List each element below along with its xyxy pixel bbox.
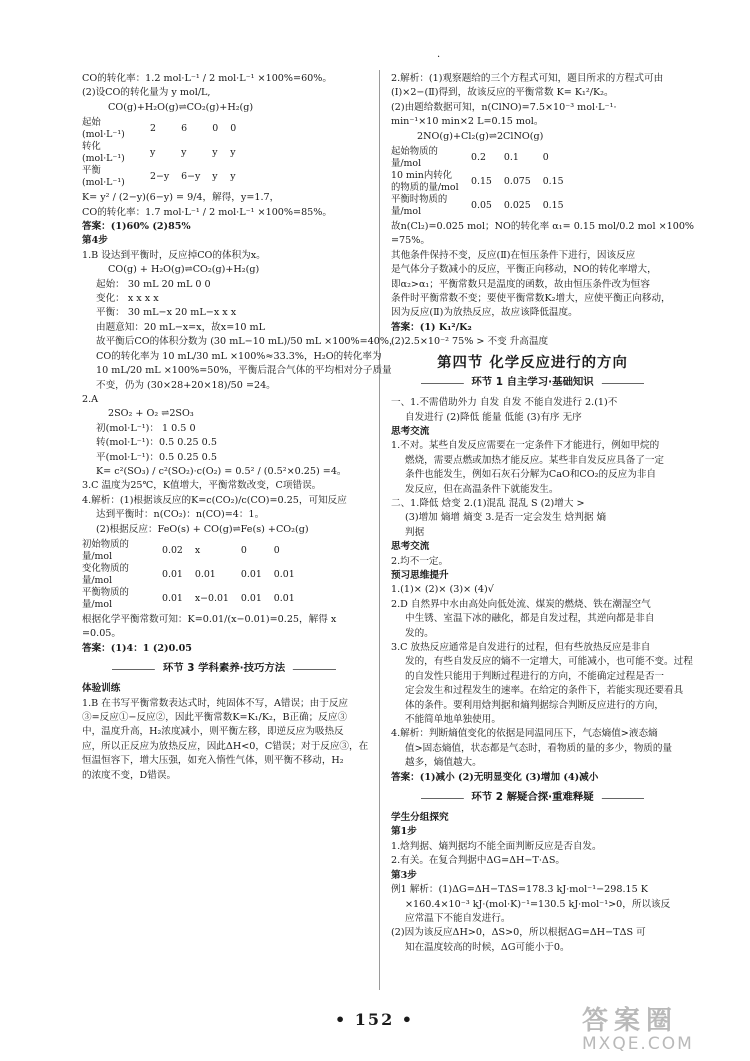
equilibrium-table-3 <box>391 146 570 218</box>
text-line: (2)2.5×10⁻² 75% > 不变 升高温度 <box>391 336 549 348</box>
text-line: 2.解析：(1)观察题给的三个方程式可知，题目所求的方程式可由 <box>391 73 664 84</box>
row-label: 平衡 (mol·L⁻¹) <box>82 165 125 189</box>
text-line: 由题意知：20 mL−x=x，故x=10 mL <box>96 321 265 333</box>
text-line: 中生锈、室温下冰的融化，都是自发过程，其逆向都是非自 <box>405 613 655 625</box>
text-line: 一、1.不需借助外力 自发 自发 不能自发进行 2.(1)不 <box>391 397 618 409</box>
text-line: (2)设CO的转化量为 y mol/L, <box>82 87 211 99</box>
subheading: 思考交流 <box>391 425 430 437</box>
text-line: 变化： x x x x <box>96 293 159 305</box>
text-line: ③=反应①−反应②，因此平衡常数K=K₁/K₂，B正确；反应③ <box>82 712 348 723</box>
watermark-logo <box>582 1000 742 1056</box>
step-heading: 第4步 <box>82 235 108 247</box>
table-cell: y <box>150 147 156 159</box>
text-line: 体的条件。要利用焓判据和熵判据综合判断反应进行的方向， <box>405 699 665 711</box>
table-cell: 0.01 <box>194 568 216 580</box>
text-line: 的浓度不变，D错误。 <box>82 769 177 781</box>
text-line: 判据 <box>405 526 425 538</box>
equation-line: 2NO(g)+Cl₂(g)⇌2ClNO(g) <box>417 130 544 142</box>
text-line: 10 mL/20 mL ×100%=50%，平衡后混合气体的平均相对分子质量 <box>96 365 392 377</box>
text-line: 平衡： 30 mL−x 20 mL−x x x <box>96 307 237 319</box>
row-label: 初始物质的量/mol <box>82 538 129 562</box>
text-line: 例1 解析：(1)ΔG=ΔH−TΔS=178.3 kJ·mol⁻¹−298.15 K <box>391 884 648 896</box>
text-line: 自发进行 (2)降低 能量 低能 (3)有序 无序 <box>405 411 582 423</box>
table-cell: 0.2 <box>471 151 486 163</box>
right-column <box>391 72 695 955</box>
text-line: 应，所以正反应为放热反应，因此ΔH<0，C错误；对于反应③，在 <box>82 740 369 752</box>
table-cell: 2 <box>150 123 156 135</box>
table-cell: 0.01 <box>240 568 262 580</box>
table-row <box>391 146 570 170</box>
text-line: min⁻¹×10 min×2 L=0.15 mol。 <box>391 116 544 128</box>
column-divider <box>379 70 380 990</box>
equation-line: (2)根据反应：FeO(s) + CO(g)⇌Fe(s) +CO₂(g) <box>96 523 309 535</box>
table-cell: x <box>194 544 201 556</box>
text-line: 值>固态熵值，状态都是气态时，看物质的量的多少，物质的量 <box>405 742 673 754</box>
table-row <box>391 170 570 194</box>
table-cell: 0.15 <box>471 175 492 187</box>
text-line: 因为反应(Ⅱ)为放热反应，故应该降低温度。 <box>391 307 578 319</box>
top-dot: · <box>437 52 441 63</box>
text-line: 燃烧，需要点燃或加热才能反应。某些非自发反应具备了一定 <box>405 454 665 466</box>
text-line: CO的转化率：1.2 mol·L⁻¹ / 2 mol·L⁻¹ ×100%=60%。 <box>82 73 332 84</box>
row-label: 转化 (mol·L⁻¹) <box>82 141 125 165</box>
text-line: 发的，有些自发反应的熵不一定增大，可能减小，也可能不变。过程 <box>405 656 693 668</box>
table-cell: y <box>181 147 187 159</box>
table-row <box>82 563 301 587</box>
table-cell: 6 <box>181 123 188 135</box>
table-cell: 2−y <box>150 171 170 183</box>
equation-line: 2SO₂ + O₂ ⇌2SO₃ <box>108 408 194 420</box>
text-line: 是气体分子数减小的反应，平衡正向移动，NO的转化率增大， <box>391 264 657 276</box>
text-line: 2.有关。在复合判据中ΔG=ΔH−T·ΔS。 <box>391 855 566 867</box>
text-line: 1.不对。某些自发反应需要在一定条件下才能进行，例如甲烷的 <box>391 440 660 452</box>
text-line: (2)由题给数据可知，n(ClNO)=7.5×10⁻³ mol·L⁻¹· <box>391 101 617 113</box>
table-row <box>82 539 301 563</box>
step-heading: 第3步 <box>391 869 417 881</box>
text-line: =0.05。 <box>82 628 121 640</box>
text-line: CO的转化率为 10 mL/30 mL ×100%≈33.3%，H₂O的转化率为 <box>96 350 382 362</box>
text-line: =75%。 <box>391 235 430 247</box>
text-line: 发的。 <box>405 627 434 639</box>
table-row <box>82 141 242 165</box>
row-label: 起始 (mol·L⁻¹) <box>82 117 125 141</box>
text-line: 1.B 在书写平衡常数表达式时，纯固体不写，A错误；由于反应 <box>82 697 349 709</box>
table-cell: 0.15 <box>542 199 564 211</box>
row-label: 平衡物质的量/mol <box>82 586 129 610</box>
answer-line: 答案：(1) K₁²/K₂ <box>391 321 472 333</box>
text-line: 越多，熵值越大。 <box>405 757 482 769</box>
text-line: 2.A <box>82 393 99 405</box>
row-label: 平衡时物质的量/mol <box>391 194 448 218</box>
text-line: 1.(1)× (2)× (3)× (4)√ <box>391 584 494 596</box>
table-row <box>391 194 570 218</box>
row-label: 变化物质的量/mol <box>82 562 129 586</box>
table-cell: 0.15 <box>542 175 564 187</box>
text-line: (Ⅰ)×2−(Ⅱ)得到，故该反应的平衡常数 K= K₁²/K₂。 <box>391 87 614 99</box>
text-line: K= c²(SO₃) / c²(SO₂)·c(O₂) = 0.5² / (0.5²×0.25) =4。 <box>96 465 347 477</box>
text-line: ×160.4×10⁻³ kJ·(mol·K)⁻¹=130.5 kJ·mol⁻¹>0，所以该反 <box>405 898 671 910</box>
text-line: 转(mol·L⁻¹)：0.5 0.25 0.5 <box>96 437 217 449</box>
table-cell: y <box>212 147 218 159</box>
text-line: 知在温度较高的时候，ΔG可能小于0。 <box>405 941 570 953</box>
banner-title: 环节 3 学科素养·技巧方法 <box>155 661 293 675</box>
answer-line: 答案：(1)4：1 (2)0.05 <box>82 642 192 654</box>
text-line: 1.焓判据、熵判据均不能全面判断反应是否自发。 <box>391 840 602 852</box>
text-line: 3.C 温度为25℃，K值增大，平衡常数改变，C项错误。 <box>82 480 322 492</box>
equation-line: CO(g) + H₂O(g)⇌CO₂(g)+H₂(g) <box>108 264 260 276</box>
text-line: 应常温下不能自发进行。 <box>405 912 511 924</box>
text-line: 初(mol·L⁻¹)： 1 0.5 0 <box>96 422 196 434</box>
table-row <box>82 165 242 189</box>
text-line: 起始： 30 mL 20 mL 0 0 <box>96 278 211 290</box>
watermark-line-1: 答案圈 <box>582 1006 679 1036</box>
text-line: 二、1.降低 焓变 2.(1)混乱 混乱 S (2)增大 > <box>391 497 585 509</box>
text-line: 2.均不一定。 <box>391 555 449 567</box>
step-heading: 第1步 <box>391 826 417 838</box>
table-row <box>82 587 301 611</box>
table-cell: 0.01 <box>273 592 295 604</box>
text-line: 恒温恒容下，增大压强，如充入惰性气体，则平衡不移动，H₂ <box>82 755 344 767</box>
table-cell: 0 <box>230 123 237 135</box>
equation-line: CO(g)+H₂O(g)⇌CO₂(g)+H₂(g) <box>108 101 254 113</box>
section-banner-1 <box>391 374 674 394</box>
text-line: K= y² / (2−y)(6−y) = 9/4，解得，y=1.7， <box>82 192 280 204</box>
table-cell: y <box>230 147 236 159</box>
text-line: 2.D 自然界中水由高处向低处流、煤炭的燃烧、铁在潮湿空气 <box>391 598 651 610</box>
table-cell: 0.01 <box>162 568 183 580</box>
text-line: 不变，仍为 (30×28+20×18)/50 =24。 <box>96 379 276 391</box>
text-line: 即α₂>α₁；平衡常数只是温度的函数，故由恒压条件改为恒容 <box>391 278 650 290</box>
table-cell: 0 <box>273 544 280 556</box>
text-line: (2)因为该反应ΔH>0，ΔS>0，所以根据ΔG=ΔH−TΔS 可 <box>391 927 646 939</box>
text-line: (3)增加 熵增 熵变 3.是否一定会发生 焓判据 熵 <box>405 512 607 524</box>
table-cell: 6−y <box>181 171 201 183</box>
text-line: 3.C 放热反应通常是自发进行的过程，但有些放热反应是非自 <box>391 642 651 653</box>
text-line: 定会发生和过程发生的速率。在给定的条件下，若能实现还要看具 <box>405 685 684 697</box>
table-cell: y <box>212 171 218 183</box>
subheading: 思考交流 <box>391 541 430 553</box>
answer-line: 答案：(1)减小 (2)无明显变化 (3)增加 (4)减小 <box>391 771 599 783</box>
table-cell: 0.01 <box>273 568 295 580</box>
text-line: 根据化学平衡常数可知：K=0.01/(x−0.01)=0.25，解得 x <box>82 613 337 625</box>
table-cell: 0 <box>542 151 549 163</box>
equilibrium-table-2 <box>82 539 301 611</box>
table-cell: y <box>230 171 236 183</box>
text-line: CO的转化率：1.7 mol·L⁻¹ / 2 mol·L⁻¹ ×100%=85%。 <box>82 206 332 218</box>
text-line: 1.B 设达到平衡时，反应掉CO的体积为x。 <box>82 249 266 261</box>
page-number: • 152 • <box>335 1010 414 1029</box>
table-cell: 0.1 <box>503 151 519 163</box>
text-line: 故平衡后CO的体积分数为 (30 mL−10 mL)/50 mL ×100%=40%， <box>96 336 399 348</box>
watermark-line-2: MXQE.COM <box>582 1034 694 1054</box>
text-line: 条件时平衡常数不变；要使平衡常数K₂增大，应使平衡正向移动， <box>391 293 671 305</box>
row-label: 起始物质的量/mol <box>391 146 438 170</box>
left-column <box>82 72 399 783</box>
table-row <box>82 117 242 141</box>
text-line: 发反应，但在高温条件下就能发生。 <box>405 483 559 495</box>
text-line: 4.解析：判断熵值变化的依据是同温同压下，气态熵值>液态熵 <box>391 728 658 740</box>
text-line: 其他条件保持不变，反应(Ⅱ)在恒压条件下进行，因该反应 <box>391 249 636 261</box>
answer-line: 答案：(1)60% (2)85% <box>82 221 191 233</box>
table-cell: 0.025 <box>503 199 531 211</box>
table-cell: 0.01 <box>162 592 183 604</box>
text-line: 条件也能发生，例如石灰石分解为CaO和CO₂的反应为非自 <box>405 469 657 481</box>
section-banner-3 <box>82 660 366 680</box>
subheading: 学生分组探究 <box>391 812 449 824</box>
table-cell: 0.01 <box>240 592 262 604</box>
section-banner-2 <box>391 789 674 809</box>
table-cell: 0 <box>240 544 247 556</box>
table-cell: 0.05 <box>471 199 492 211</box>
table-cell: 0 <box>212 123 219 135</box>
text-line: 不能简单地单独使用。 <box>405 714 501 726</box>
banner-title: 环节 2 解疑合探·重难释疑 <box>463 790 601 804</box>
text-line: 平(mol·L⁻¹)：0.5 0.25 0.5 <box>96 451 217 463</box>
table-cell: 0.02 <box>162 544 183 556</box>
subheading: 体验训练 <box>82 683 121 695</box>
text-line: 故n(Cl₂)=0.025 mol；NO的转化率 α₁= 0.15 mol/0.2 mol ×100% <box>391 221 695 233</box>
text-line: 的自发性只能用于判断过程进行的方向，不能确定过程是否一 <box>405 670 665 682</box>
row-label: 10 min内转化的物质的量/mol <box>391 170 459 194</box>
text-line: 达到平衡时：n(CO₂)：n(CO)=4：1。 <box>96 509 265 521</box>
table-cell: x−0.01 <box>194 592 229 604</box>
banner-title: 环节 1 自主学习·基础知识 <box>463 375 601 389</box>
subheading: 预习思维提升 <box>391 569 449 581</box>
equilibrium-table-1 <box>82 117 242 189</box>
section-title: 第四节 化学反应进行的方向 <box>437 354 628 371</box>
text-line: 4.解析：(1)根据该反应的K=c(CO₂)/c(CO)=0.25，可知反应 <box>82 494 347 506</box>
table-cell: 0.075 <box>503 175 531 187</box>
text-line: 中，温度升高，H₂浓度减小，则平衡左移，即逆反应为吸热反 <box>82 726 344 738</box>
